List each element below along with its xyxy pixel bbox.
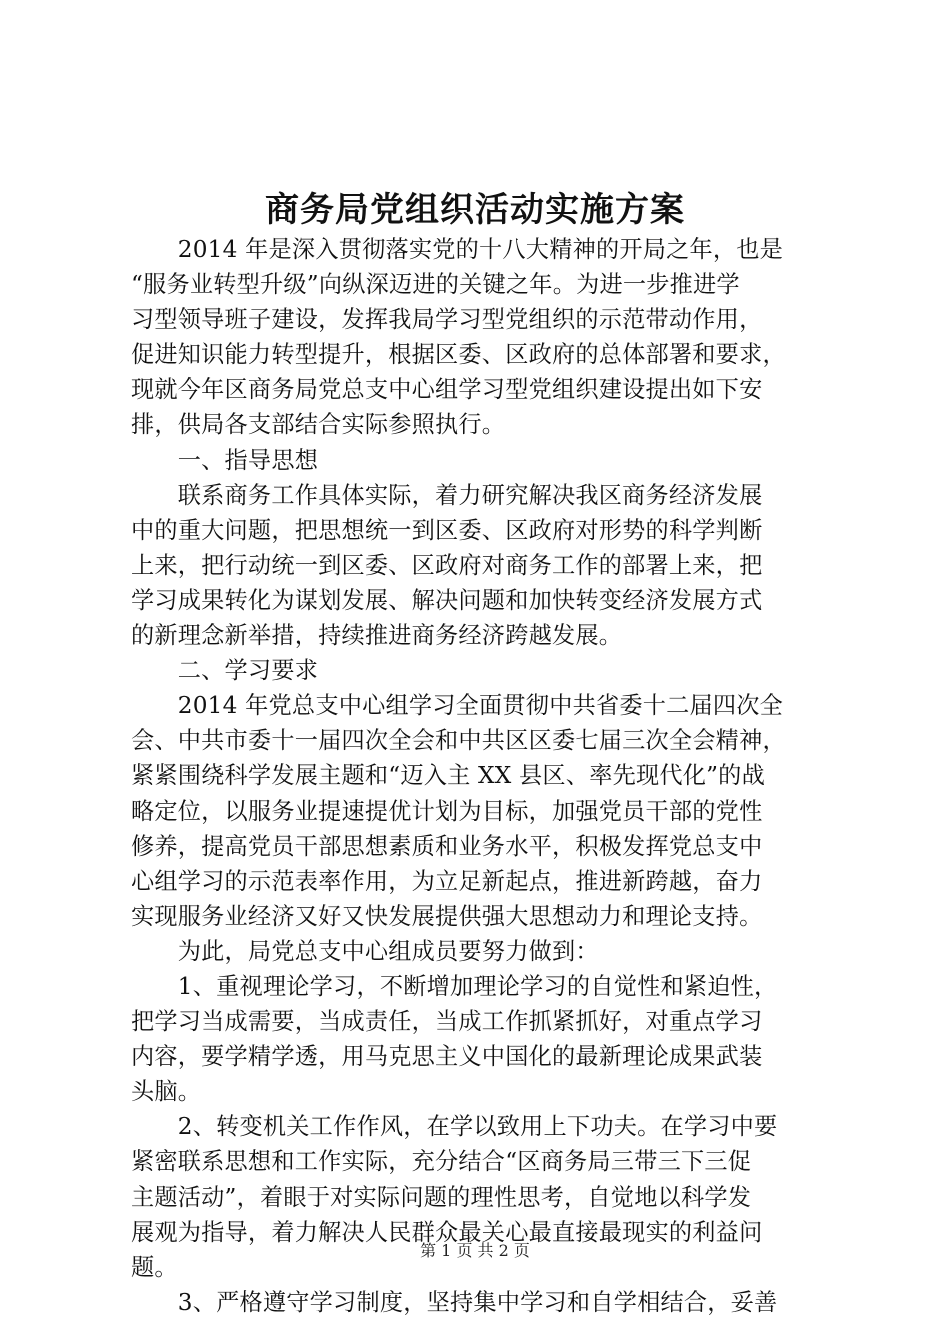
body-line: 心组学习的示范表率作用，为立足新起点，推进新跨越，奋力 <box>131 867 763 895</box>
body-line: 2014 年是深入贯彻落实党的十八大精神的开局之年，也是 <box>131 236 784 263</box>
body-line: 学习成果转化为谋划发展、解决问题和加快转变经济发展方式 <box>131 586 763 614</box>
body-line: 主题活动”，着眼于对实际问题的理性思考，自觉地以科学发 <box>131 1183 752 1211</box>
body-line: 头脑。 <box>131 1078 202 1106</box>
body-line: 紧密联系思想和工作实际，充分结合“区商务局三带三下三促 <box>131 1148 752 1176</box>
body-line: 习型领导班子建设，发挥我局学习型党组织的示范带动作用， <box>131 306 763 334</box>
document-title: 商务局党组织活动实施方案 <box>265 190 685 230</box>
body-line: 二、学习要求 <box>131 657 319 685</box>
document-body <box>131 232 831 1320</box>
body-line: 2、转变机关工作作风，在学以致用上下功夫。在学习中要 <box>131 1113 778 1141</box>
body-line: 把学习当成需要，当成责任，当成工作抓紧抓好，对重点学习 <box>131 1008 763 1036</box>
body-line: 排，供局各支部结合实际参照执行。 <box>131 411 506 439</box>
body-line: 题。 <box>131 1253 178 1281</box>
body-line: 一、指导思想 <box>131 446 319 474</box>
body-line: 为此，局党总支中心组成员要努力做到： <box>131 937 599 965</box>
body-line: 1、重视理论学习，不断增加理论学习的自觉性和紧迫性， <box>131 972 778 1000</box>
page-footer: 第 1 页 共 2 页 <box>420 1241 530 1260</box>
body-line: “服务业转型升级”向纵深迈进的关键之年。为进一步推进学 <box>131 271 740 299</box>
body-line: 会、中共市委十一届四次全会和中共区区委七届三次全会精神， <box>131 727 786 755</box>
body-line: 的新理念新举措，持续推进商务经济跨越发展。 <box>131 622 623 650</box>
body-line: 中的重大问题，把思想统一到区委、区政府对形势的科学判断 <box>131 516 763 544</box>
body-line: 2014 年党总支中心组学习全面贯彻中共省委十二届四次全 <box>131 692 784 720</box>
body-line: 修养，提高党员干部思想素质和业务水平，积极发挥党总支中 <box>131 832 763 860</box>
body-line: 展观为指导，着力解决人民群众最关心最直接最现实的利益问 <box>131 1218 763 1246</box>
body-line: 3、严格遵守学习制度，坚持集中学习和自学相结合，妥善 <box>131 1288 778 1316</box>
body-line: 实现服务业经济又好又快发展提供强大思想动力和理论支持。 <box>131 902 763 930</box>
body-line: 现就今年区商务局党总支中心组学习型党组织建设提出如下安 <box>131 376 763 404</box>
body-line: 紧紧围绕科学发展主题和“迈入主 XX 县区、率先现代化”的战 <box>131 762 765 790</box>
body-line: 内容，要学精学透，用马克思主义中国化的最新理论成果武装 <box>131 1043 763 1071</box>
body-line: 联系商务工作具体实际，着力研究解决我区商务经济发展 <box>131 481 763 509</box>
body-line: 上来，把行动统一到区委、区政府对商务工作的部署上来，把 <box>131 551 763 579</box>
body-line: 略定位，以服务业提速提优计划为目标，加强党员干部的党性 <box>131 797 763 825</box>
body-line: 促进知识能力转型提升，根据区委、区政府的总体部署和要求， <box>131 341 786 369</box>
